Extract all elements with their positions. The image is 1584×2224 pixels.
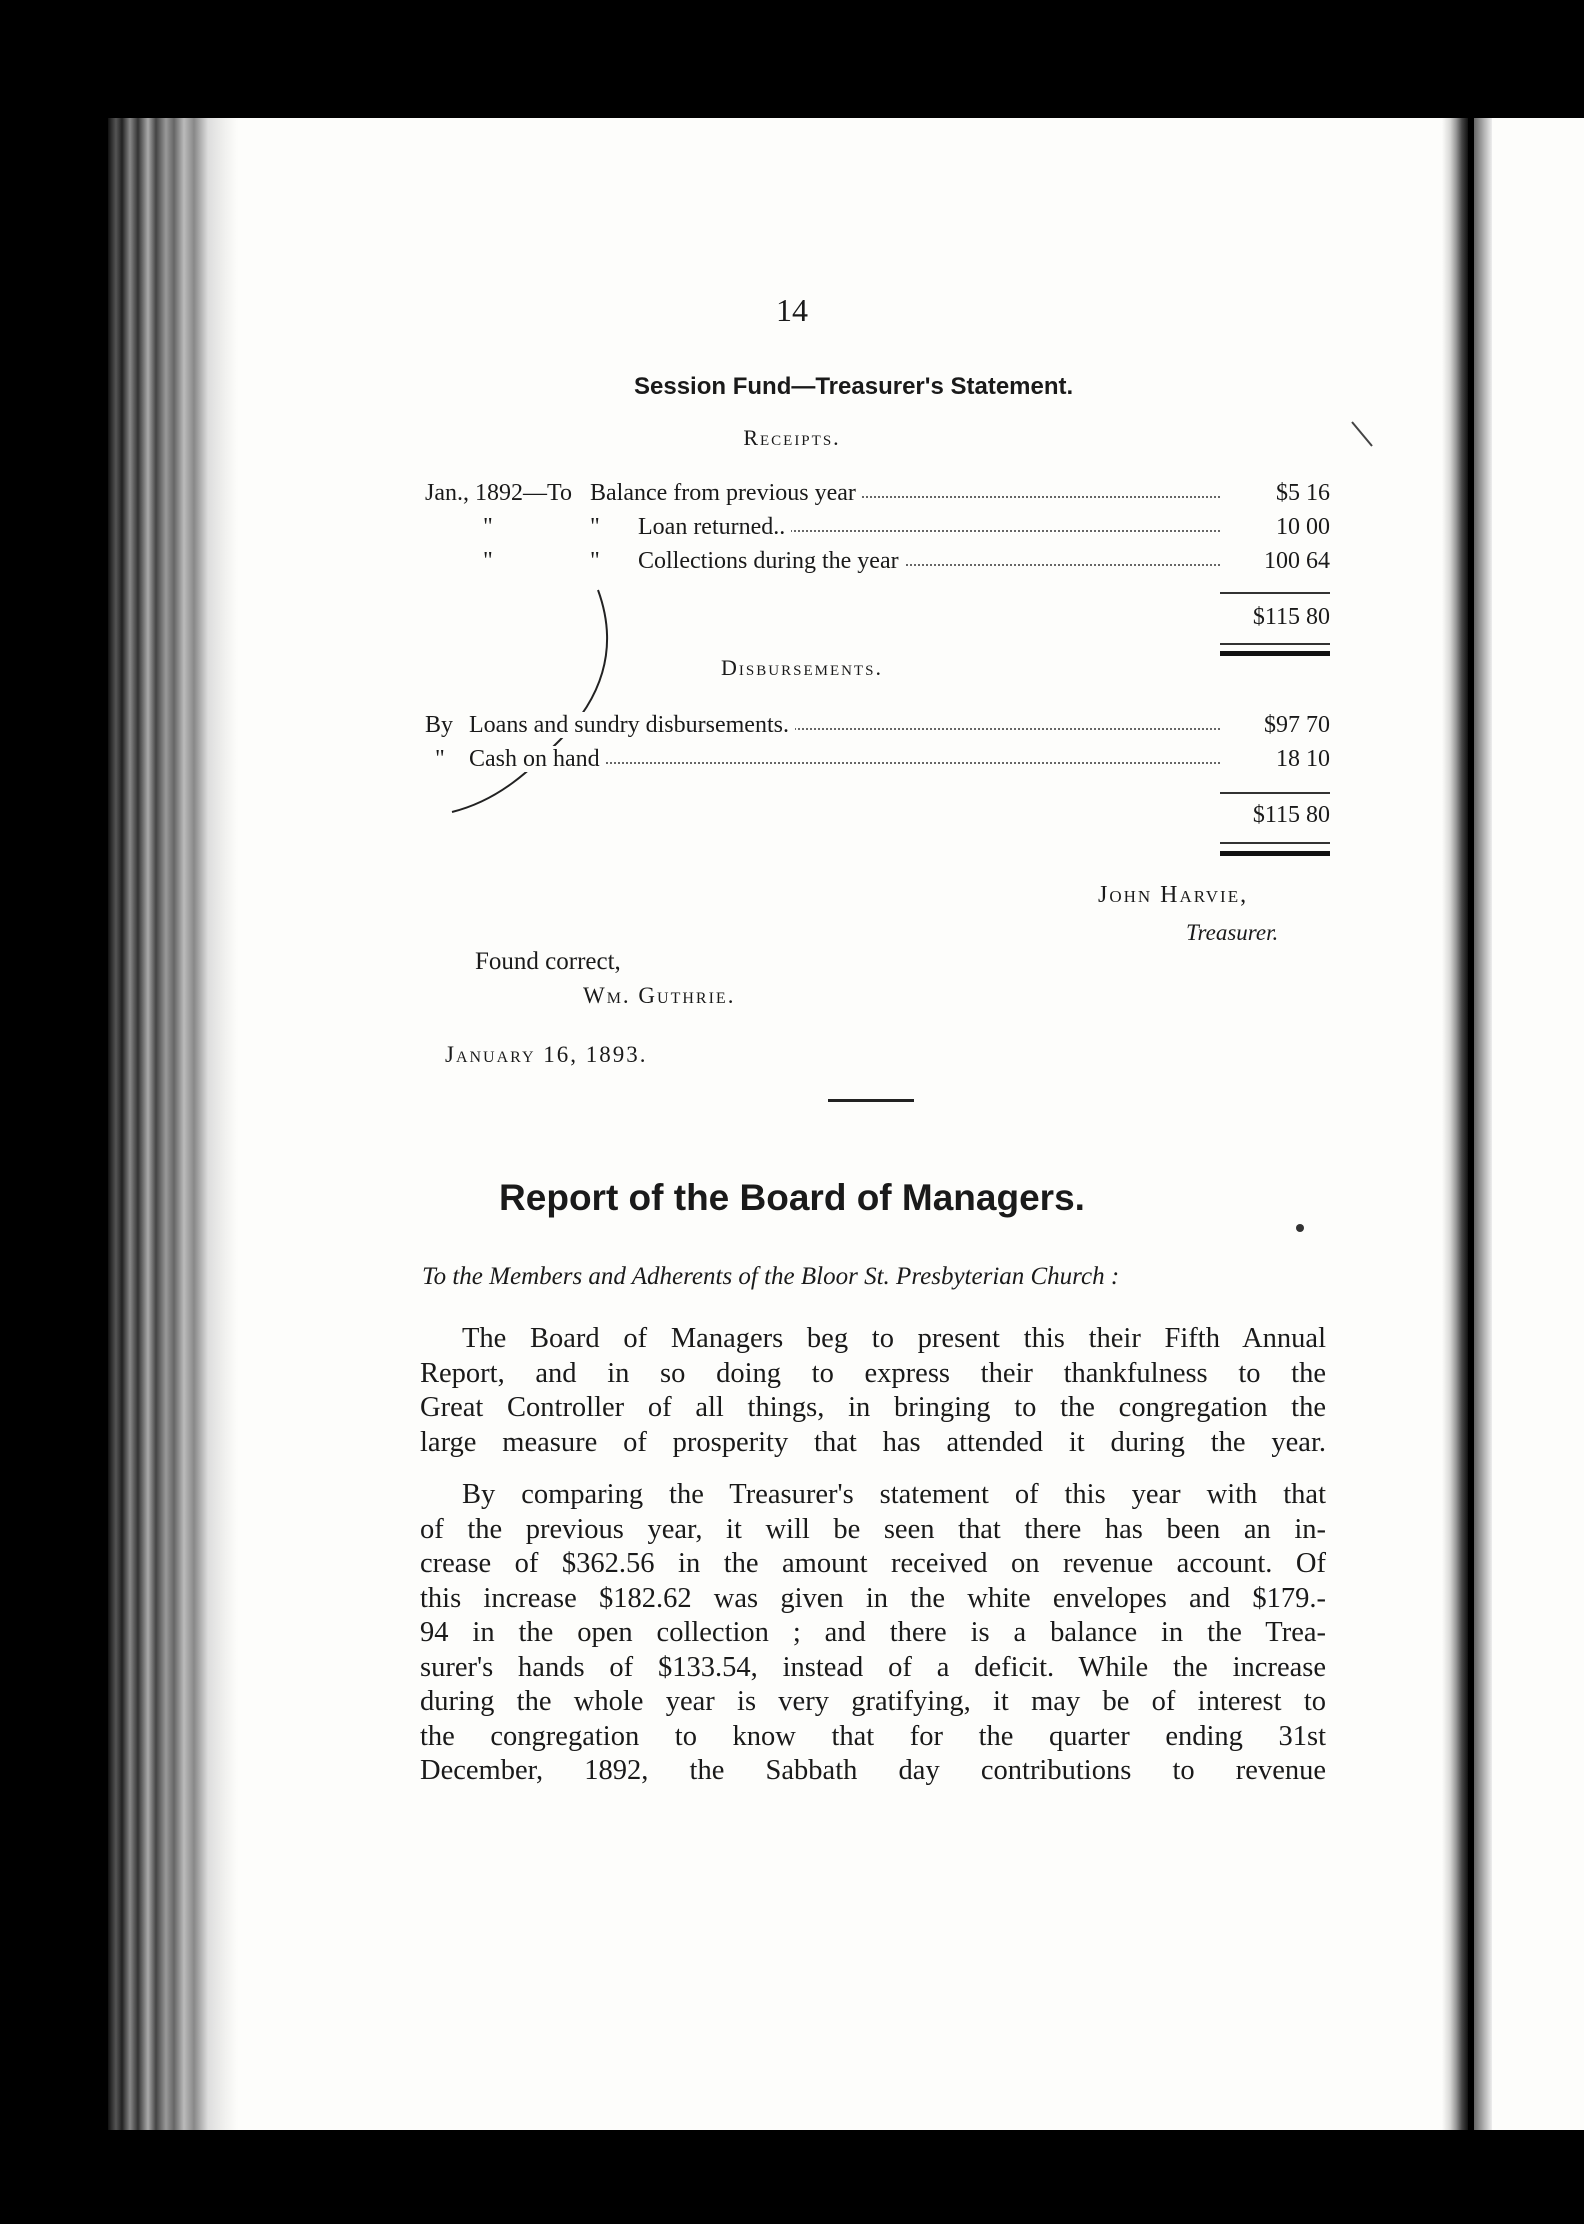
treasurer-name: John Harvie,: [1098, 882, 1249, 908]
report-address: To the Members and Adherents of the Bloor St. Presbyterian Church :: [422, 1263, 1120, 1290]
receipt-date: Jan., 1892—To: [425, 480, 572, 506]
disbursement-prefix: ": [435, 746, 445, 772]
receipts-total: $115 80: [1252, 604, 1330, 630]
receipt-amount: $5 16: [1220, 480, 1330, 507]
paragraph-line: December, 1892, the Sabbath day contributions to revenue: [420, 1755, 1326, 1786]
paragraph-line: of the previous year, it will be seen that there has been an in-: [420, 1513, 1326, 1545]
receipt-amount: 100 64: [1220, 548, 1330, 575]
paragraph-line: By comparing the Treasurer's statement of this year with that: [462, 1479, 1326, 1510]
disbursement-amount: 18 10: [1220, 746, 1330, 773]
treasurer-title: Treasurer.: [1186, 920, 1279, 945]
session-fund-title: Session Fund—Treasurer's Statement.: [634, 373, 1074, 400]
paragraph-line: The Board of Managers beg to present this their Fifth Annual: [462, 1323, 1326, 1354]
receipt-description: Balance from previous year: [590, 480, 856, 506]
disbursement-description: Cash on hand: [469, 746, 600, 772]
auditor-name: Wm. Guthrie.: [583, 983, 736, 1008]
receipt-ditto: ": [483, 514, 493, 540]
receipt-description: Collections during the year: [638, 548, 899, 574]
paragraph-line: Report, and in so doing to express their thankfulness to the: [420, 1357, 1326, 1389]
receipts-heading: Receipts.: [743, 425, 841, 450]
receipt-ditto: ": [483, 548, 493, 574]
receipt-ditto-mid: ": [590, 514, 600, 540]
paragraph-line: surer's hands of $133.54, instead of a deficit. While the increase: [420, 1651, 1326, 1683]
receipt-description: Loan returned..: [638, 514, 786, 540]
paragraph-line: this increase $182.62 was given in the white envelopes and $179.-: [420, 1582, 1326, 1614]
paragraph-line: Great Controller of all things, in bringing to the congregation the: [420, 1392, 1326, 1423]
disbursement-prefix: By: [425, 712, 454, 738]
disbursement-description: Loans and sundry disbursements.: [469, 712, 789, 738]
paragraph-line: 94 in the open collection ; and there is a balance in the Trea-: [420, 1617, 1326, 1648]
paragraph-line: during the whole year is very gratifying, it may be of interest to: [420, 1686, 1326, 1717]
receipt-ditto-mid: ": [590, 548, 600, 574]
page-number: 14: [776, 292, 808, 328]
receipt-amount: 10 00: [1220, 514, 1330, 541]
paragraph-line: the congregation to know that for the quarter ending 31st: [420, 1720, 1326, 1752]
disbursements-total: $115 80: [1252, 802, 1330, 828]
disbursements-heading: Disbursements.: [721, 655, 883, 680]
report-title: Report of the Board of Managers.: [499, 1177, 1085, 1218]
found-correct: Found correct,: [475, 948, 621, 975]
statement-date: January 16, 1893.: [445, 1042, 648, 1067]
paragraph-line: large measure of prosperity that has attended it during the year.: [420, 1426, 1326, 1458]
disbursement-amount: $97 70: [1220, 712, 1330, 739]
paragraph-line: crease of $362.56 in the amount received on revenue account. Of: [420, 1548, 1326, 1579]
